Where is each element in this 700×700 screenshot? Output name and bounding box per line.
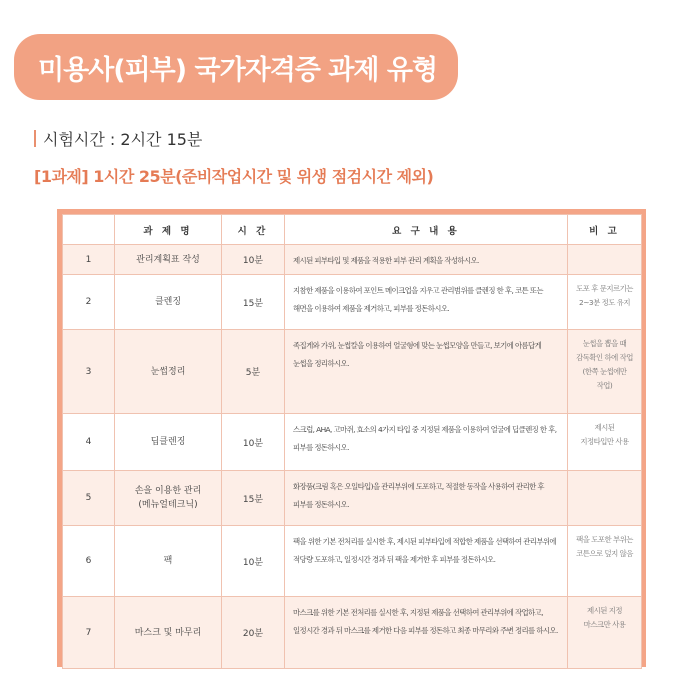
task-requirement: 화장품(크림 혹은 오일타입)을 관리부위에 도포하고, 적절한 동작을 사용하여 관리한 후 피부를 정돈하시오. (285, 471, 568, 526)
table-row (63, 471, 642, 526)
task-note: 도포 후 문지르기는 2~3분 정도 유지 (568, 275, 642, 330)
page-title: 미용사(피부) 국가자격증 과제 유형 (38, 54, 438, 86)
task-note (568, 245, 642, 275)
table-row (63, 275, 642, 330)
table-row (63, 245, 642, 275)
task-time: 20분 (222, 597, 285, 669)
task-requirement: 지참한 제품을 이용하여 포인트 메이크업을 지우고 관리범위를 클렌징 한 후, 코튼 또는 해면을 이용하여 제품을 제거하고, 피부를 정돈하시오. (285, 275, 568, 330)
task-name: 팩 (115, 526, 222, 597)
task-table-frame (57, 209, 646, 667)
task-requirement: 마스크를 위한 기본 전처리를 실시한 후, 지정된 제품을 선택하여 관리부위에 작업하고, 일정시간 경과 뒤 마스크를 제거한 다음 피부를 정돈하고 최종 마무리와 주변 정리를 하시오. (285, 597, 568, 669)
task-name: 눈썹정리 (115, 330, 222, 414)
table-header-row (63, 215, 642, 245)
table-row (63, 414, 642, 471)
task-requirement: 제시된 피부타입 및 제품을 적용한 피부 관리 계획을 작성하시오. (285, 245, 568, 275)
task-note: 팩을 도포한 부위는 코튼으로 덮지 않음 (568, 526, 642, 597)
row-number: 1 (63, 245, 115, 275)
title-banner (14, 34, 458, 100)
header-notes: 비 고 (568, 215, 642, 245)
row-number: 6 (63, 526, 115, 597)
task-table (62, 214, 642, 669)
task-note: 제시된 지정 마스크만 사용 (568, 597, 642, 669)
exam-time-line (34, 127, 202, 150)
header-num (63, 215, 115, 245)
exam-time-text: 시험시간 : 2시간 15분 (43, 130, 203, 149)
task-time: 10분 (222, 245, 285, 275)
task-note (568, 471, 642, 526)
table-row (63, 597, 642, 669)
header-time: 시 간 (222, 215, 285, 245)
task-time: 15분 (222, 471, 285, 526)
table-row (63, 330, 642, 414)
task-name: 마스크 및 마무리 (115, 597, 222, 669)
task-requirement: 족집게와 가위, 눈썹칼을 이용하여 얼굴형에 맞는 눈썹모양을 만들고, 보기에 아름답게 눈썹을 정리하시오. (285, 330, 568, 414)
row-number: 7 (63, 597, 115, 669)
row-number: 5 (63, 471, 115, 526)
task-time: 15분 (222, 275, 285, 330)
header-requirements: 요 구 내 용 (285, 215, 568, 245)
task-name: 손을 이용한 관리 (메뉴얼테크닉) (115, 471, 222, 526)
task-name: 딥클렌징 (115, 414, 222, 471)
task-time: 5분 (222, 330, 285, 414)
task-name: 클렌징 (115, 275, 222, 330)
task-note: 눈썹을 뽑을 때 감독확인 하에 작업 (한쪽 눈썹에만 작업) (568, 330, 642, 414)
task-name: 관리계획표 작성 (115, 245, 222, 275)
task-time: 10분 (222, 526, 285, 597)
row-number: 3 (63, 330, 115, 414)
task-time: 10분 (222, 414, 285, 471)
exam-time-marker (34, 130, 36, 147)
task-note: 제시된 지정타입만 사용 (568, 414, 642, 471)
row-number: 2 (63, 275, 115, 330)
task-requirement: 팩을 위한 기본 전처리를 실시한 후, 제시된 피부타입에 적합한 제품을 선택하여 관리부위에 적당량 도포하고, 일정시간 경과 뒤 팩을 제거한 후 피부를 정돈하시오. (285, 526, 568, 597)
header-task-name: 과 제 명 (115, 215, 222, 245)
task-heading: [1과제] 1시간 25분(준비작업시간 및 위생 점검시간 제외) (34, 167, 434, 186)
task-requirement: 스크럽, AHA, 고마쥐, 효소의 4가지 타입 중 지정된 제품을 이용하여 얼굴에 딥클렌징 한 후, 피부를 정돈하시오. (285, 414, 568, 471)
table-row (63, 526, 642, 597)
row-number: 4 (63, 414, 115, 471)
